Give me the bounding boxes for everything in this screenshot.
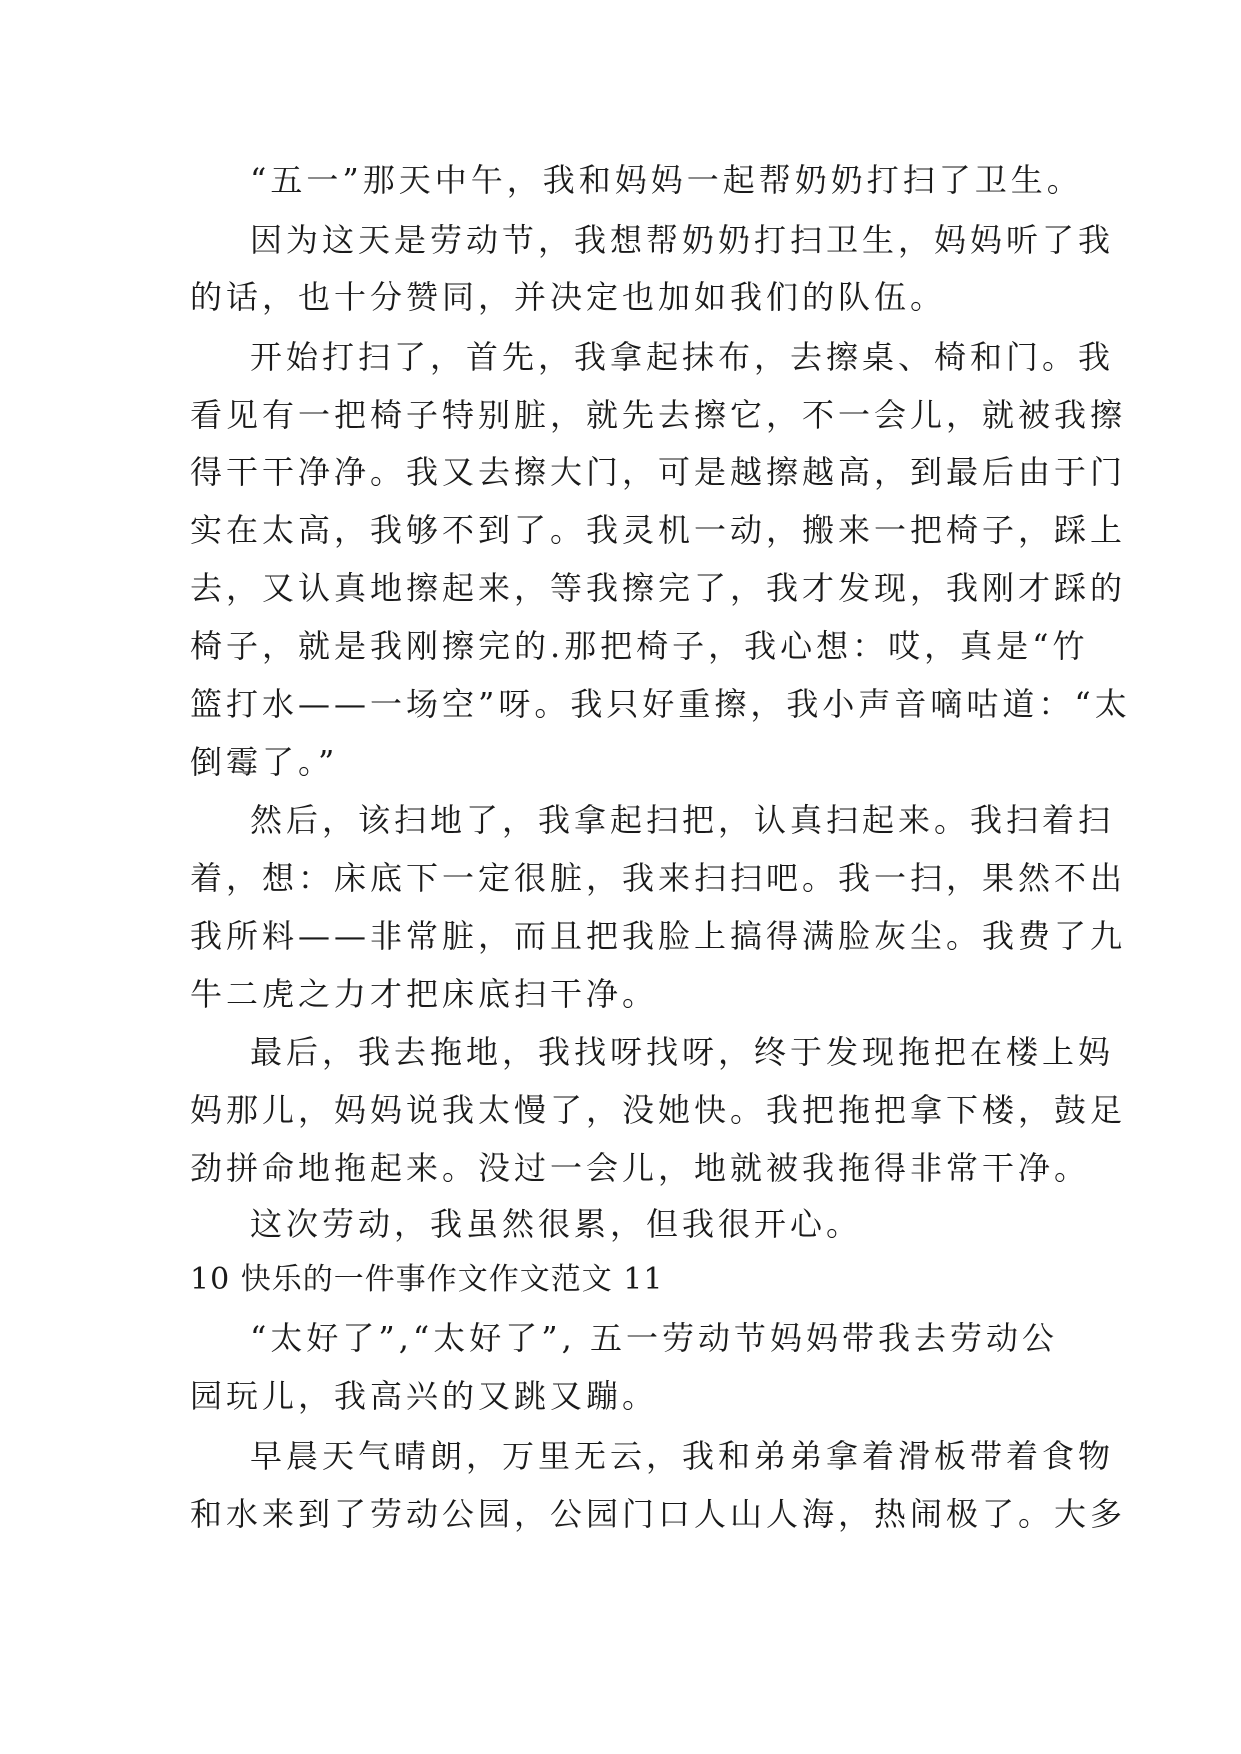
text-line: 篮打水——一场空”呀。我只好重擦，我小声音嘀咕道：“太 [190,685,1131,723]
text-line: 早晨天气晴朗，万里无云，我和弟弟拿着滑板带着食物 [250,1437,1115,1475]
text-line: 园玩儿，我高兴的又跳又蹦。 [190,1377,659,1415]
text-line: “五一”那天中午，我和妈妈一起帮奶奶打扫了卫生。 [250,161,1083,199]
section-heading: 10 快乐的一件事作文作文范文 11 [190,1262,664,1297]
text-line: 妈那儿，妈妈说我太慢了，没她快。我把拖把拿下楼，鼓足 [190,1091,1127,1129]
text-line: 椅子，就是我刚擦完的.那把椅子，我心想：哎，真是“竹 [190,627,1089,665]
text-line: 开始打扫了，首先，我拿起抹布，去擦桌、椅和门。我 [250,338,1115,376]
text-line: 倒霉了。” [190,743,339,781]
text-line: 着，想：床底下一定很脏，我来扫扫吧。我一扫，果然不出 [190,859,1127,897]
text-line: 和水来到了劳动公园，公园门口人山人海，热闹极了。大多 [190,1495,1127,1533]
text-line: 这次劳动，我虽然很累，但我很开心。 [250,1205,863,1243]
text-line: 劲拼命地拖起来。没过一会儿，地就被我拖得非常干净。 [190,1149,1091,1187]
text-line: 牛二虎之力才把床底扫干净。 [190,975,659,1013]
text-line: 然后，该扫地了，我拿起扫把，认真扫起来。我扫着扫 [250,801,1115,839]
text-line: 实在太高，我够不到了。我灵机一动，搬来一把椅子，踩上 [190,511,1127,549]
text-line: 去，又认真地擦起来，等我擦完了，我才发现，我刚才踩的 [190,569,1127,607]
text-line: 看见有一把椅子特别脏，就先去擦它，不一会儿，就被我擦 [190,396,1127,434]
text-line: 得干干净净。我又去擦大门，可是越擦越高，到最后由于门 [190,453,1127,491]
text-line: 最后，我去拖地，我找呀找呀，终于发现拖把在楼上妈 [250,1033,1115,1071]
text-line: 因为这天是劳动节，我想帮奶奶打扫卫生，妈妈听了我 [250,221,1115,259]
text-line: 的话，也十分赞同，并决定也加如我们的队伍。 [190,278,947,316]
text-line: 我所料——非常脏，而且把我脸上搞得满脸灰尘。我费了九 [190,917,1127,955]
text-line: “太好了”,“太好了”, 五一劳动节妈妈带我去劳动公 [250,1319,1058,1357]
